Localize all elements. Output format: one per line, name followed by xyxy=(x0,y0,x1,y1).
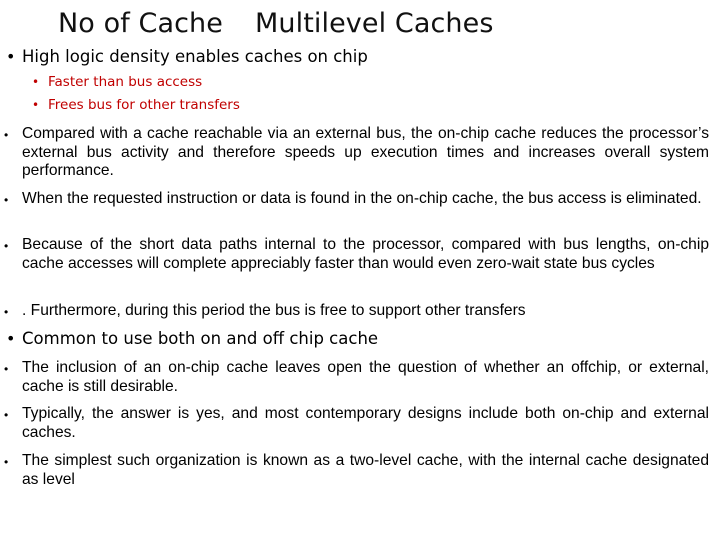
bullet-point-bus-access-eliminated xyxy=(4,190,709,209)
bullet-point-offchip-desirable xyxy=(4,359,709,396)
bullet-icon: • xyxy=(4,193,9,207)
sub-bullet-frees-bus xyxy=(32,97,632,113)
bullet-point-typically-yes xyxy=(4,405,709,442)
bullet-icon: • xyxy=(6,329,16,348)
bullet-icon: • xyxy=(32,98,40,112)
bullet-point-two-level-cache xyxy=(4,452,709,489)
bullet-point-high-logic-density xyxy=(4,47,704,66)
bullet-text: Compared with a cache reachable via an external bus, the on-chip cache reduces the processor’s external bus activity and therefore speeds up execution times and increases overall system performance. xyxy=(22,125,709,179)
bullet-text: Faster than bus access xyxy=(48,74,203,90)
bullet-point-common-on-off-chip xyxy=(4,329,704,348)
bullet-icon: • xyxy=(4,408,9,422)
bullet-icon: • xyxy=(4,455,9,469)
bullet-text: When the requested instruction or data is found in the on-chip cache, the bus access is eliminated. xyxy=(22,190,702,207)
bullet-icon: • xyxy=(32,75,40,89)
bullet-point-short-data-paths xyxy=(4,236,709,273)
bullet-text: Typically, the answer is yes, and most contemporary designs include both on-chip and external caches. xyxy=(22,405,709,441)
bullet-icon: • xyxy=(4,362,9,376)
bullet-point-bus-free xyxy=(4,302,709,321)
title-left: No of Cache xyxy=(58,8,223,39)
bullet-icon: • xyxy=(4,128,9,142)
bullet-icon: • xyxy=(4,239,9,253)
bullet-text: The simplest such organization is known as a two-level cache, with the internal cache designated as level xyxy=(22,452,709,488)
bullet-point-compared-external-bus xyxy=(4,125,709,181)
bullet-text: Common to use both on and off chip cache xyxy=(22,329,379,348)
bullet-text: High logic density enables caches on chip xyxy=(22,47,368,66)
bullet-icon: • xyxy=(6,47,16,66)
sub-bullet-faster-than-bus xyxy=(32,74,632,90)
bullet-text: The inclusion of an on-chip cache leaves open the question of whether an offchip, or external, cache is still desirable. xyxy=(22,359,709,395)
title-right: Multilevel Caches xyxy=(254,8,494,39)
slide-title xyxy=(58,8,494,39)
bullet-text: Because of the short data paths internal to the processor, compared with bus lengths, on-chip cache accesses will complete appreciably faster than would even zero-wait state bus cycles xyxy=(22,236,709,272)
bullet-icon: • xyxy=(4,305,9,319)
bullet-text: . Furthermore, during this period the bus is free to support other transfers xyxy=(22,302,526,319)
bullet-text: Frees bus for other transfers xyxy=(48,97,240,113)
